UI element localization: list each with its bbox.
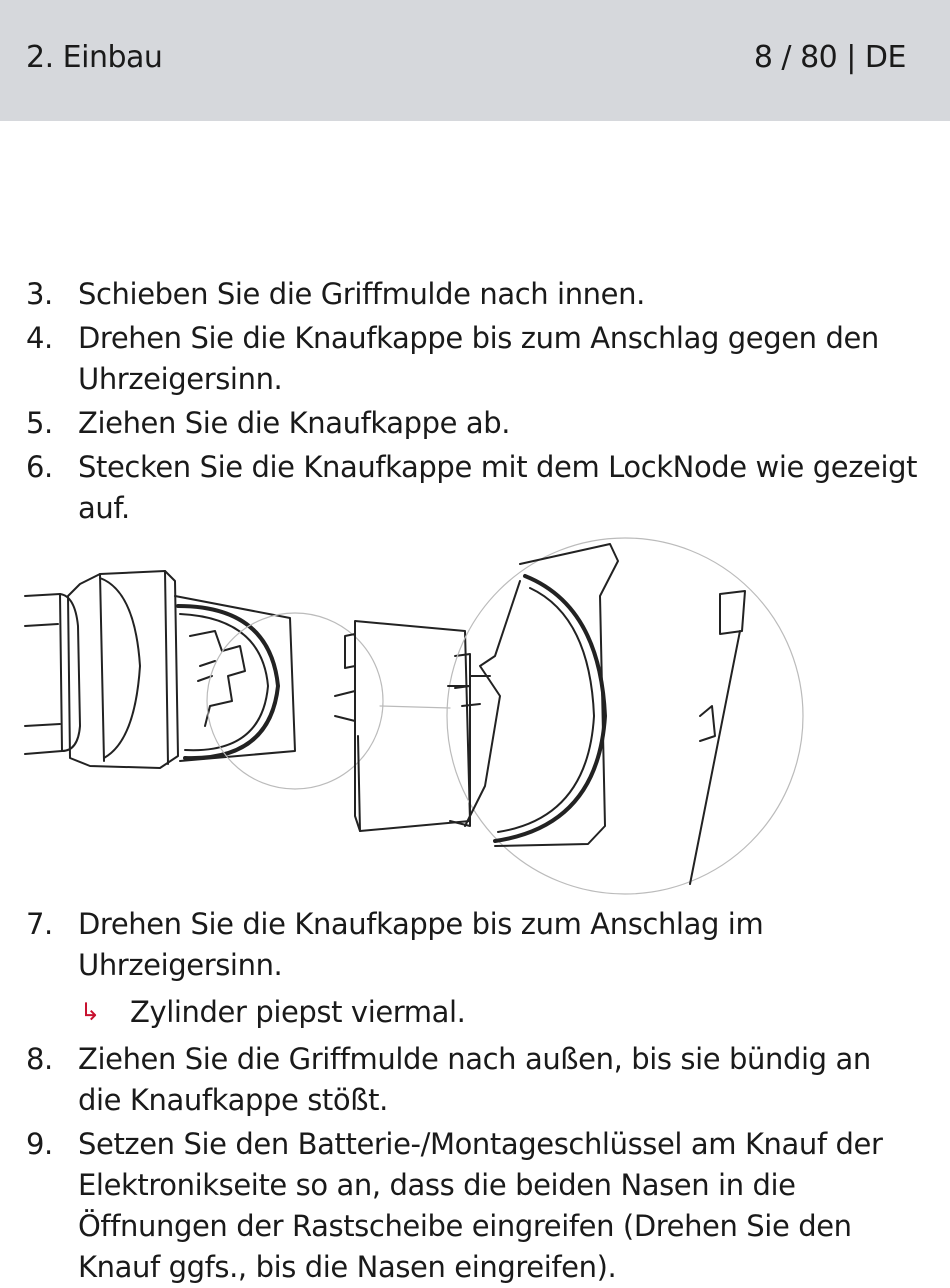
zoom-detail-drawing [448,544,745,884]
step-text: Drehen Sie die Knaufkappe bis zum Anschlag gegen den Uhrzeigersinn. [78,321,879,396]
step-7 [0,904,950,986]
step-7-result [0,992,950,1033]
step-5 [0,403,950,444]
step-4 [0,318,950,400]
step-text: Ziehen Sie die Knaufkappe ab. [78,406,511,440]
result-text: Zylinder piepst viermal. [130,995,466,1029]
step-8 [0,1039,950,1121]
steps-list-c [0,1039,950,1288]
cylinder-shaft-drawing [25,594,80,754]
page-header [0,0,950,121]
knob-body-drawing [68,571,178,768]
step-text: Schieben Sie die Griffmulde nach innen. [78,277,645,311]
step-text: Ziehen Sie die Griffmulde nach außen, bis sie bündig an die Knaufkappe stößt. [78,1042,871,1117]
step-3 [0,274,950,315]
locknode-cap-drawing [335,621,470,831]
step-number: 8. [26,1042,53,1076]
step-text: Drehen Sie die Knaufkappe bis zum Anschlag im Uhrzeigersinn. [78,907,764,982]
result-arrow-icon: ↳ [80,998,100,1026]
step-6 [0,447,950,529]
step-number: 3. [26,277,53,311]
knob-cap-illustration [0,536,950,901]
step-number: 7. [26,907,53,941]
zoom-circle-small [207,613,383,789]
step-9 [0,1124,950,1288]
steps-list-a [0,274,950,529]
step-number: 4. [26,321,53,355]
steps-list-b-wrapper [0,904,950,1288]
step-text: Setzen Sie den Batterie-/Montageschlüssel am Knauf der Elektronikseite so an, dass die beiden Nasen in die Öffnungen der Rastscheibe eingreifen (Drehen Sie den Knauf ggfs., bis die Nasen eingreifen). [78,1127,883,1284]
knob-cap-small-drawing [175,596,295,761]
step-text: Stecken Sie die Knaufkappe mit dem LockNode wie gezeigt auf. [78,450,918,525]
section-title: 2. Einbau [26,40,163,75]
step-number: 9. [26,1127,53,1161]
steps-list-b [0,904,950,986]
zoom-connector-line [380,706,450,708]
step-number: 6. [26,450,53,484]
page-number: 8 / 80 | DE [753,40,906,75]
step-number: 5. [26,406,53,440]
